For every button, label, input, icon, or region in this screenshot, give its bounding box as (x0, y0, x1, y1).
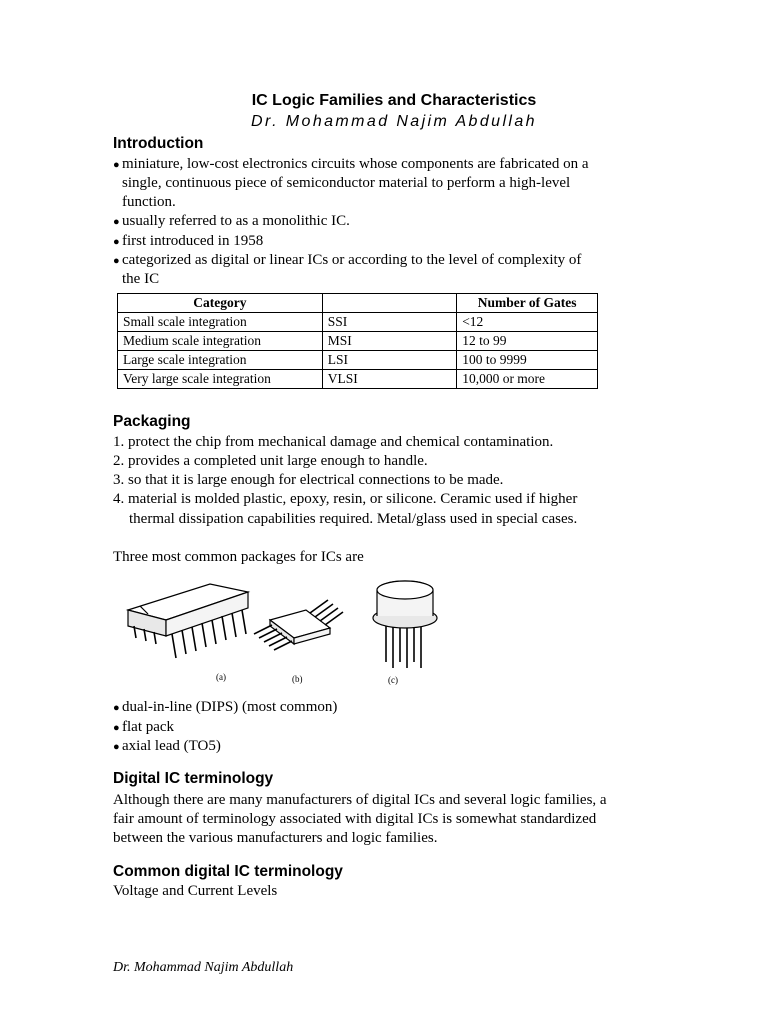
terminology-line-1: Although there are many manufacturers of digital ICs and several logic families, a (113, 792, 607, 808)
flat-pack-icon (254, 600, 343, 650)
page-footer: Dr. Mohammad Najim Abdullah (113, 960, 294, 975)
bullet-icon: ● (113, 216, 120, 228)
intro-bullet-3: ● first introduced in 1958 (113, 232, 263, 252)
to5-can-icon (373, 581, 437, 668)
intro-bullet-1-cont: function. (122, 194, 176, 210)
document-title: IC Logic Families and Characteristics (251, 92, 537, 109)
table-header-row (118, 294, 598, 313)
figure-label-c: (c) (388, 675, 398, 685)
table-row (118, 370, 598, 389)
table-cell: 12 to 99 (457, 332, 598, 351)
dip-package-icon (128, 584, 248, 658)
terminology-line-2: fair amount of terminology associated with digital ICs is somewhat standardized (113, 811, 597, 827)
table-row (118, 332, 598, 351)
bullet-icon: ● (113, 741, 120, 753)
bullet-icon: ● (113, 159, 120, 171)
package-type-2: ● flat pack (113, 718, 174, 738)
table-cell: MSI (322, 332, 456, 351)
table-cell: 10,000 or more (457, 370, 598, 389)
figure-label-a: (a) (216, 672, 226, 682)
packaging-item-4: 4. material is molded plastic, epoxy, resin, or silicone. Ceramic used if higher (113, 491, 578, 507)
terminology-heading: Digital IC terminology (113, 770, 274, 787)
table-cell: Small scale integration (118, 313, 323, 332)
table-cell: VLSI (322, 370, 456, 389)
common-terminology-heading: Common digital IC terminology (113, 863, 343, 880)
table-header-abbrev (322, 294, 456, 313)
table-row (118, 351, 598, 370)
table-cell: 100 to 9999 (457, 351, 598, 370)
bullet-icon: ● (113, 722, 120, 734)
table-cell: <12 (457, 313, 598, 332)
package-type-3: ● axial lead (TO5) (113, 737, 221, 757)
introduction-heading: Introduction (113, 135, 204, 152)
table-cell: SSI (322, 313, 456, 332)
packages-intro: Three most common packages for ICs are (113, 549, 364, 565)
intro-bullet-1-cont: single, continuous piece of semiconductor material to perform a high-level (122, 175, 571, 191)
bullet-icon: ● (113, 702, 120, 714)
document-author: Dr. Mohammad Najim Abdullah (251, 113, 537, 130)
table-cell: Large scale integration (118, 351, 323, 370)
bullet-icon: ● (113, 236, 120, 248)
figure-label-b: (b) (292, 674, 303, 684)
packaging-item-1: 1. protect the chip from mechanical damage and chemical contamination. (113, 434, 554, 450)
bullet-icon: ● (113, 255, 120, 267)
intro-bullet-2: ● usually referred to as a monolithic IC. (113, 212, 350, 232)
intro-bullet-4: ● categorized as digital or linear ICs or according to the level of complexity of (113, 251, 581, 271)
terminology-line-3: between the various manufacturers and logic families. (113, 830, 438, 846)
packaging-item-3: 3. so that it is large enough for electrical connections to be made. (113, 472, 504, 488)
table-cell: LSI (322, 351, 456, 370)
packaging-item-2: 2. provides a completed unit large enough to handle. (113, 453, 428, 469)
table-row (118, 313, 598, 332)
ic-packages-figure (120, 570, 460, 690)
intro-bullet-1: ● miniature, low-cost electronics circuits whose components are fabricated on a (113, 155, 589, 175)
package-type-1: ● dual-in-line (DIPS) (most common) (113, 698, 337, 718)
table-header-gates: Number of Gates (457, 294, 598, 313)
table-cell: Medium scale integration (118, 332, 323, 351)
packaging-heading: Packaging (113, 413, 191, 430)
table-header-category: Category (118, 294, 323, 313)
voltage-current-subheading: Voltage and Current Levels (113, 883, 278, 899)
packaging-item-4-cont: thermal dissipation capabilities required. Metal/glass used in special cases. (129, 511, 578, 527)
table-cell: Very large scale integration (118, 370, 323, 389)
integration-scale-table (117, 293, 598, 389)
intro-bullet-4-cont: the IC (122, 271, 160, 287)
